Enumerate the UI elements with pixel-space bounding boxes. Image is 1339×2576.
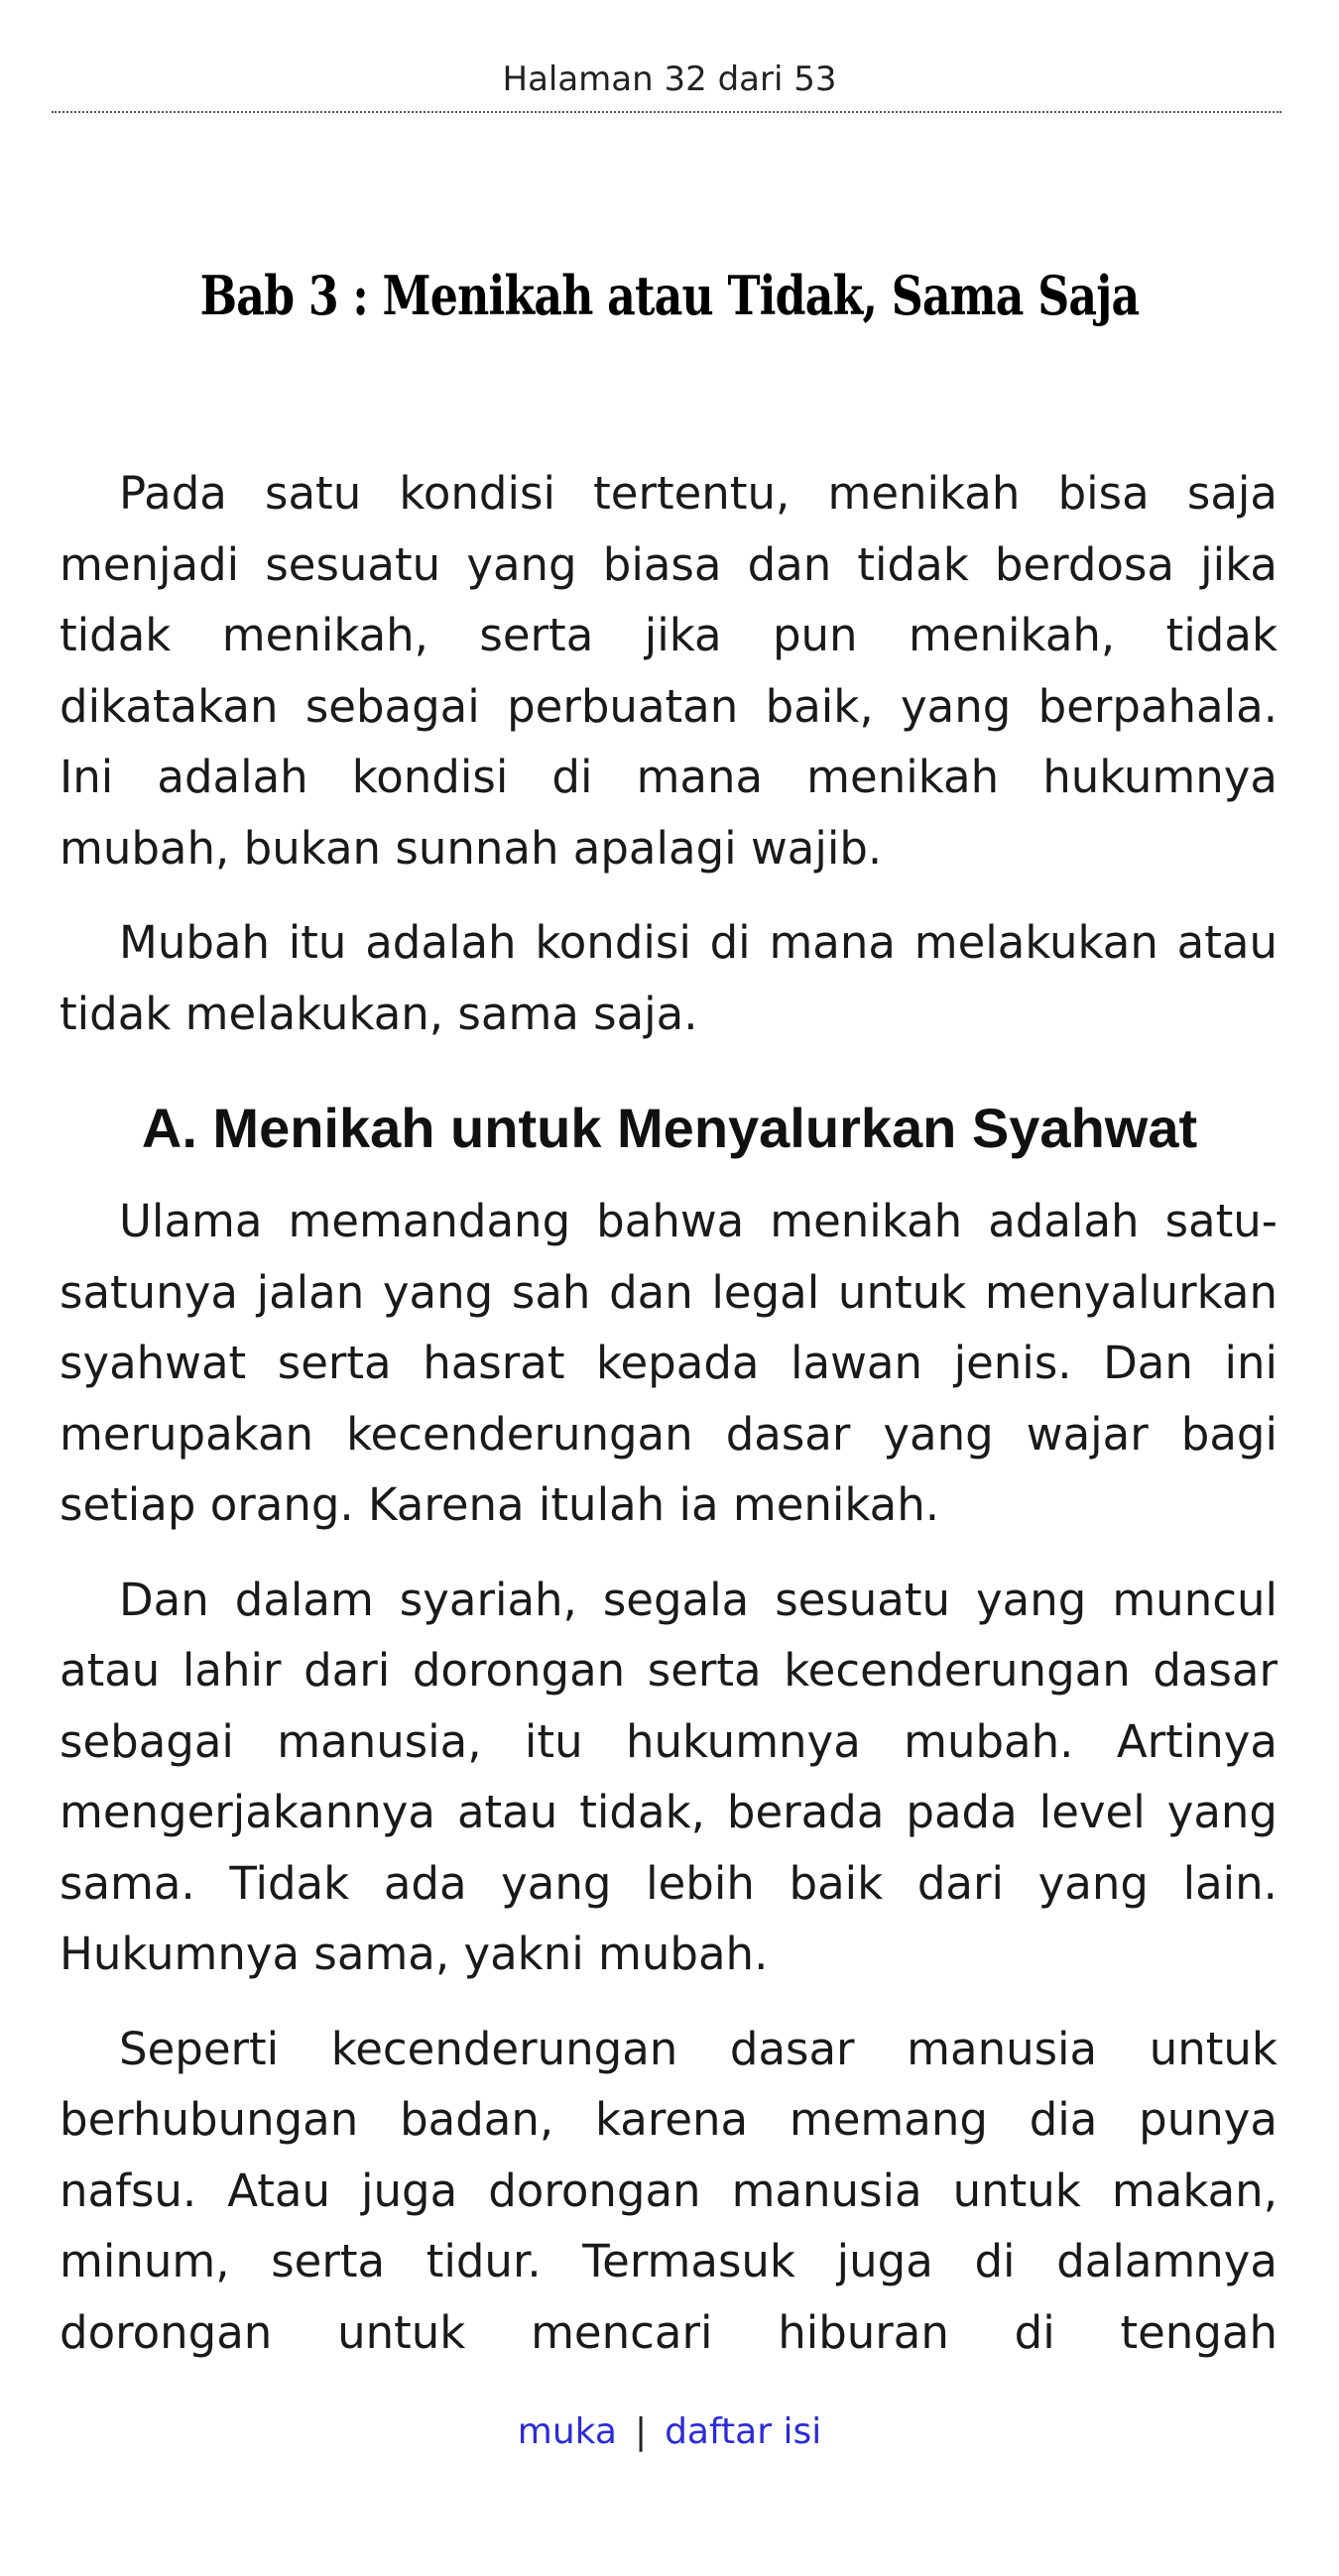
section-a-text — [60, 1186, 1278, 2368]
home-link[interactable]: muka — [517, 2411, 617, 2452]
page-indicator: Halaman 32 dari 53 — [502, 59, 837, 99]
section-heading: A. Menikah untuk Menyalurkan Syahwat — [141, 1097, 1198, 1159]
chapter-title: Bab 3 : Menikah atau Tidak, Sama Saja — [199, 264, 1140, 327]
paragraph: Ulama memandang bahwa menikah adalah satu-satunya jalan yang sah dan legal untuk menyalurkan syahwat serta hasrat kepada lawan jenis. Dan ini merupakan kecenderungan dasar yang wajar bagi setiap orang. Karena itulah ia menikah. — [60, 1195, 1278, 1531]
header-divider — [52, 111, 1281, 113]
paragraph: Pada satu kondisi tertentu, menikah bisa saja menjadi sesuatu yang biasa dan tidak berdosa jika tidak menikah, serta jika pun menikah, tidak dikatakan sebagai perbuatan baik, yang berpahala. Ini adalah kondisi di mana menikah hukumnya mubah, bukan sunnah apalagi wajib. — [60, 467, 1278, 875]
intro-text — [60, 458, 1278, 1049]
footer-navigation — [0, 2407, 1339, 2457]
table-of-contents-link[interactable]: daftar isi — [665, 2411, 822, 2452]
paragraph: Seperti kecenderungan dasar manusia untuk berhubungan badan, karena memang dia punya nafsu. Atau juga dorongan manusia untuk makan, minum, serta tidur. Termasuk juga di dalamnya dorongan untuk mencari hiburan di tengah — [60, 2022, 1278, 2359]
footer-separator: | — [634, 2411, 648, 2452]
paragraph: Dan dalam syariah, segala sesuatu yang muncul atau lahir dari dorongan serta kecenderungan dasar sebagai manusia, itu hukumnya mubah. Artinya mengerjakannya atau tidak, berada pada level yang sama. Tidak ada yang lebih baik dari yang lain. Hukumnya sama, yakni mubah. — [60, 1573, 1278, 1980]
paragraph: Mubah itu adalah kondisi di mana melakukan atau tidak melakukan, sama saja. — [60, 916, 1278, 1040]
